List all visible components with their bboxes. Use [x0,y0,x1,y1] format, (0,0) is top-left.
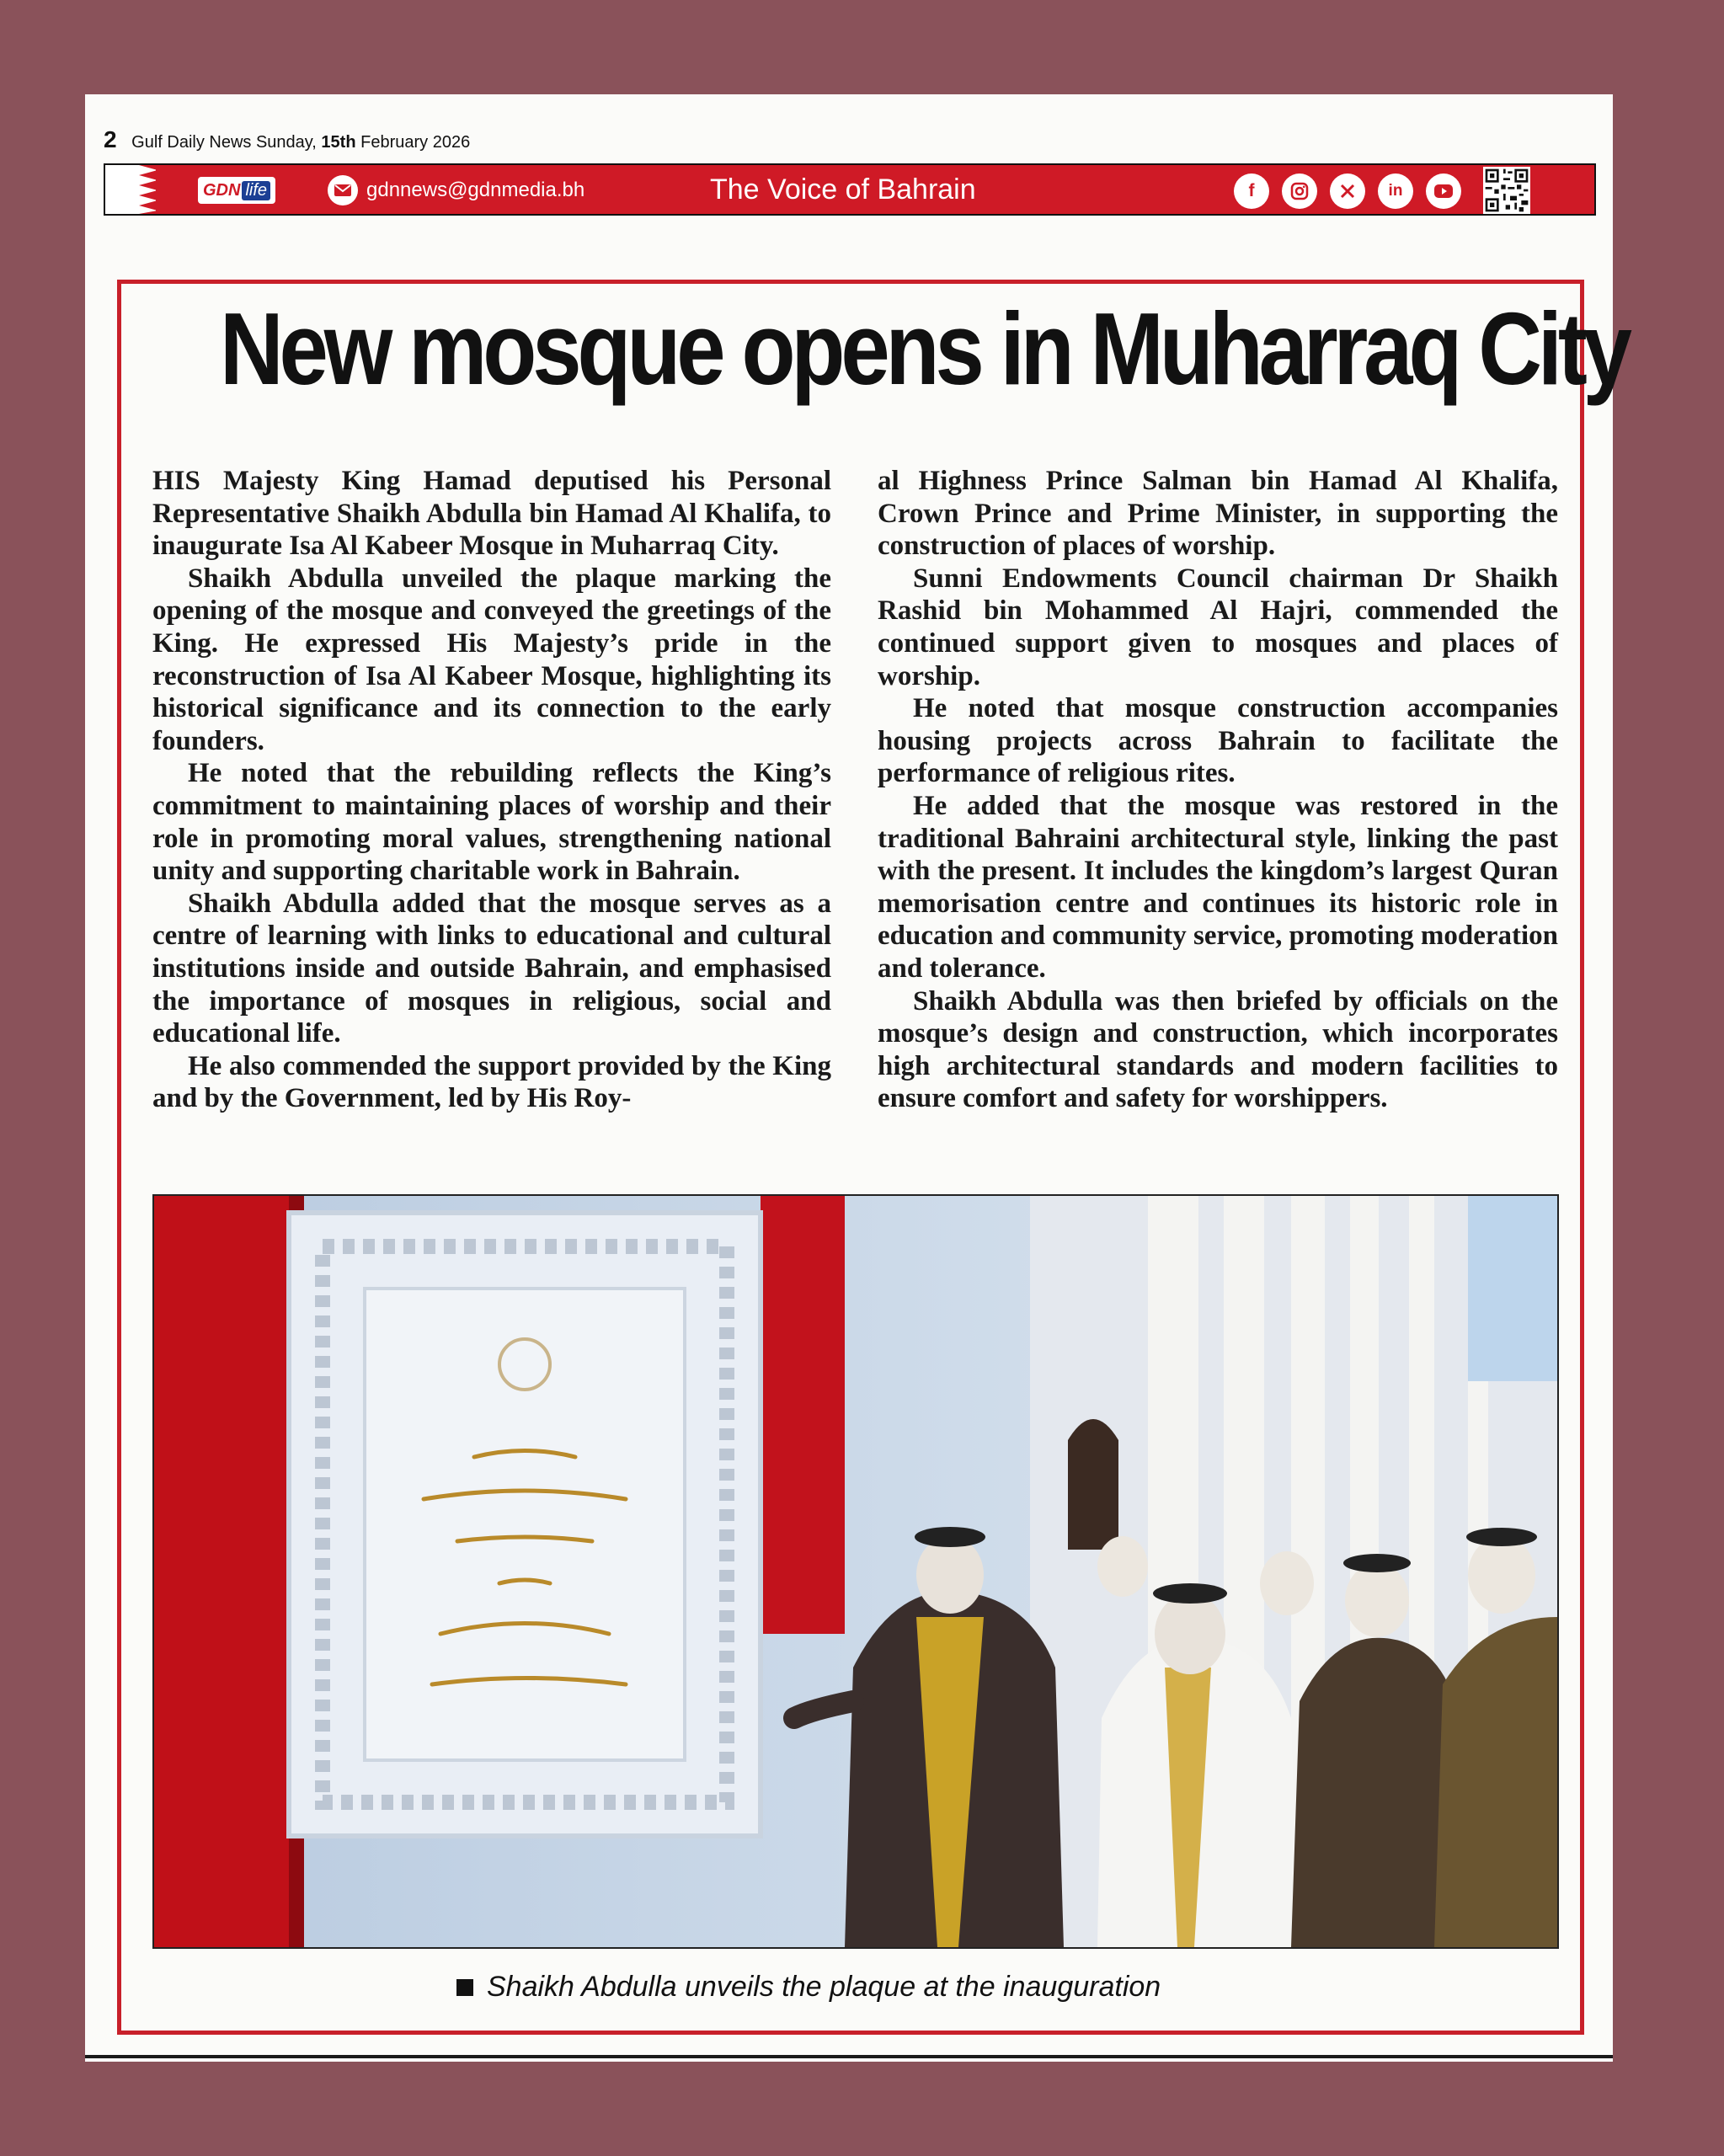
envelope-icon [328,175,358,205]
article-column-left [152,465,831,1115]
article-photo [152,1194,1559,1949]
linkedin-icon[interactable]: in [1378,173,1413,209]
article-paragraph: He noted that mosque construction accompanies housing projects across Bahrain to facilitate the performance of religious rites. [878,693,1558,789]
facebook-icon[interactable]: f [1234,173,1269,209]
newspaper-page [85,94,1628,2062]
email-address: gdnnews@gdnmedia.bh [366,179,585,201]
email-link[interactable] [328,175,584,205]
logo-text-life: life [242,181,270,200]
photo-caption [456,1971,1161,2004]
article-paragraph-continued: al Highness Prince Salman bin Hamad Al Khalifa, Crown Prince and Prime Minister, in supporting the construction of places of worship. [878,466,1558,562]
article-paragraph: He added that the mosque was restored in the traditional Bahraini architectural style, linking the past with the present. It includes the kingdom’s largest Quran memorisation centre and continues its historic role in education and community service, promoting moderation and tolerance. [878,790,1558,984]
logo-text-gdn: GDN [203,180,241,200]
x-icon[interactable] [1330,173,1365,209]
gdn-life-logo[interactable] [198,177,275,204]
date-month-year: February 2026 [360,133,471,152]
date-day: 15th [321,133,356,152]
caption-text: Shaikh Abdulla unveils the plaque at the inauguration [487,1971,1161,2003]
instagram-icon[interactable] [1282,173,1317,209]
article-paragraph: Shaikh Abdulla was then briefed by officials on the mosque’s design and construction, which incorporates high architectural standards and modern facilities to ensure comfort and safety for worshippers. [878,985,1558,1114]
article-column-right [878,465,1558,1115]
article-paragraph: He noted that the rebuilding reflects the King’s commitment to maintaining places of worship and their role in promoting moral values, strengthening national unity and supporting charitable work in Bahrain. [152,758,831,887]
youtube-icon[interactable] [1426,173,1461,209]
article-paragraph: Shaikh Abdulla added that the mosque serves as a centre of learning with links to educational and cultural institutions inside and outside Bahrain, and emphasised the importance of mosques in religious, social and educational life. [152,888,831,1049]
article-paragraph: Shaikh Abdulla unveiled the plaque marking the opening of the mosque and conveyed the greetings of the King. He expressed His Majesty’s pride in the reconstruction of Isa Al Kabeer Mosque, highlighting its historical significance and its connection to the early founders. [152,563,831,756]
slogan: The Voice of Bahrain [710,173,976,205]
bahrain-flag-serration [139,165,157,214]
qr-code-icon[interactable] [1483,167,1530,214]
social-links [1234,173,1461,209]
inauguration-photo-illustration [154,1196,1557,1947]
header-banner [104,163,1596,216]
page-bottom-rule [85,2055,1613,2058]
publication-name: Gulf Daily News Sunday, [131,133,317,152]
article-paragraph: HIS Majesty King Hamad deputised his Personal Representative Shaikh Abdulla bin Hamad Al Khalifa, to inaugurate Isa Al Kabeer Mosque in Muharraq City. [152,466,831,562]
page-meta-line [104,126,470,153]
page-number: 2 [104,126,117,152]
caption-bullet-icon [456,1979,473,1996]
article-paragraph: Sunni Endowments Council chairman Dr Shaikh Rashid bin Mohammed Al Hajri, commended the continued support given to mosques and places of worship. [878,563,1558,691]
article-headline: New mosque opens in Muharraq City [219,291,1628,406]
article-paragraph: He also commended the support provided by the King and by the Government, led by His Roy- [152,1050,831,1114]
